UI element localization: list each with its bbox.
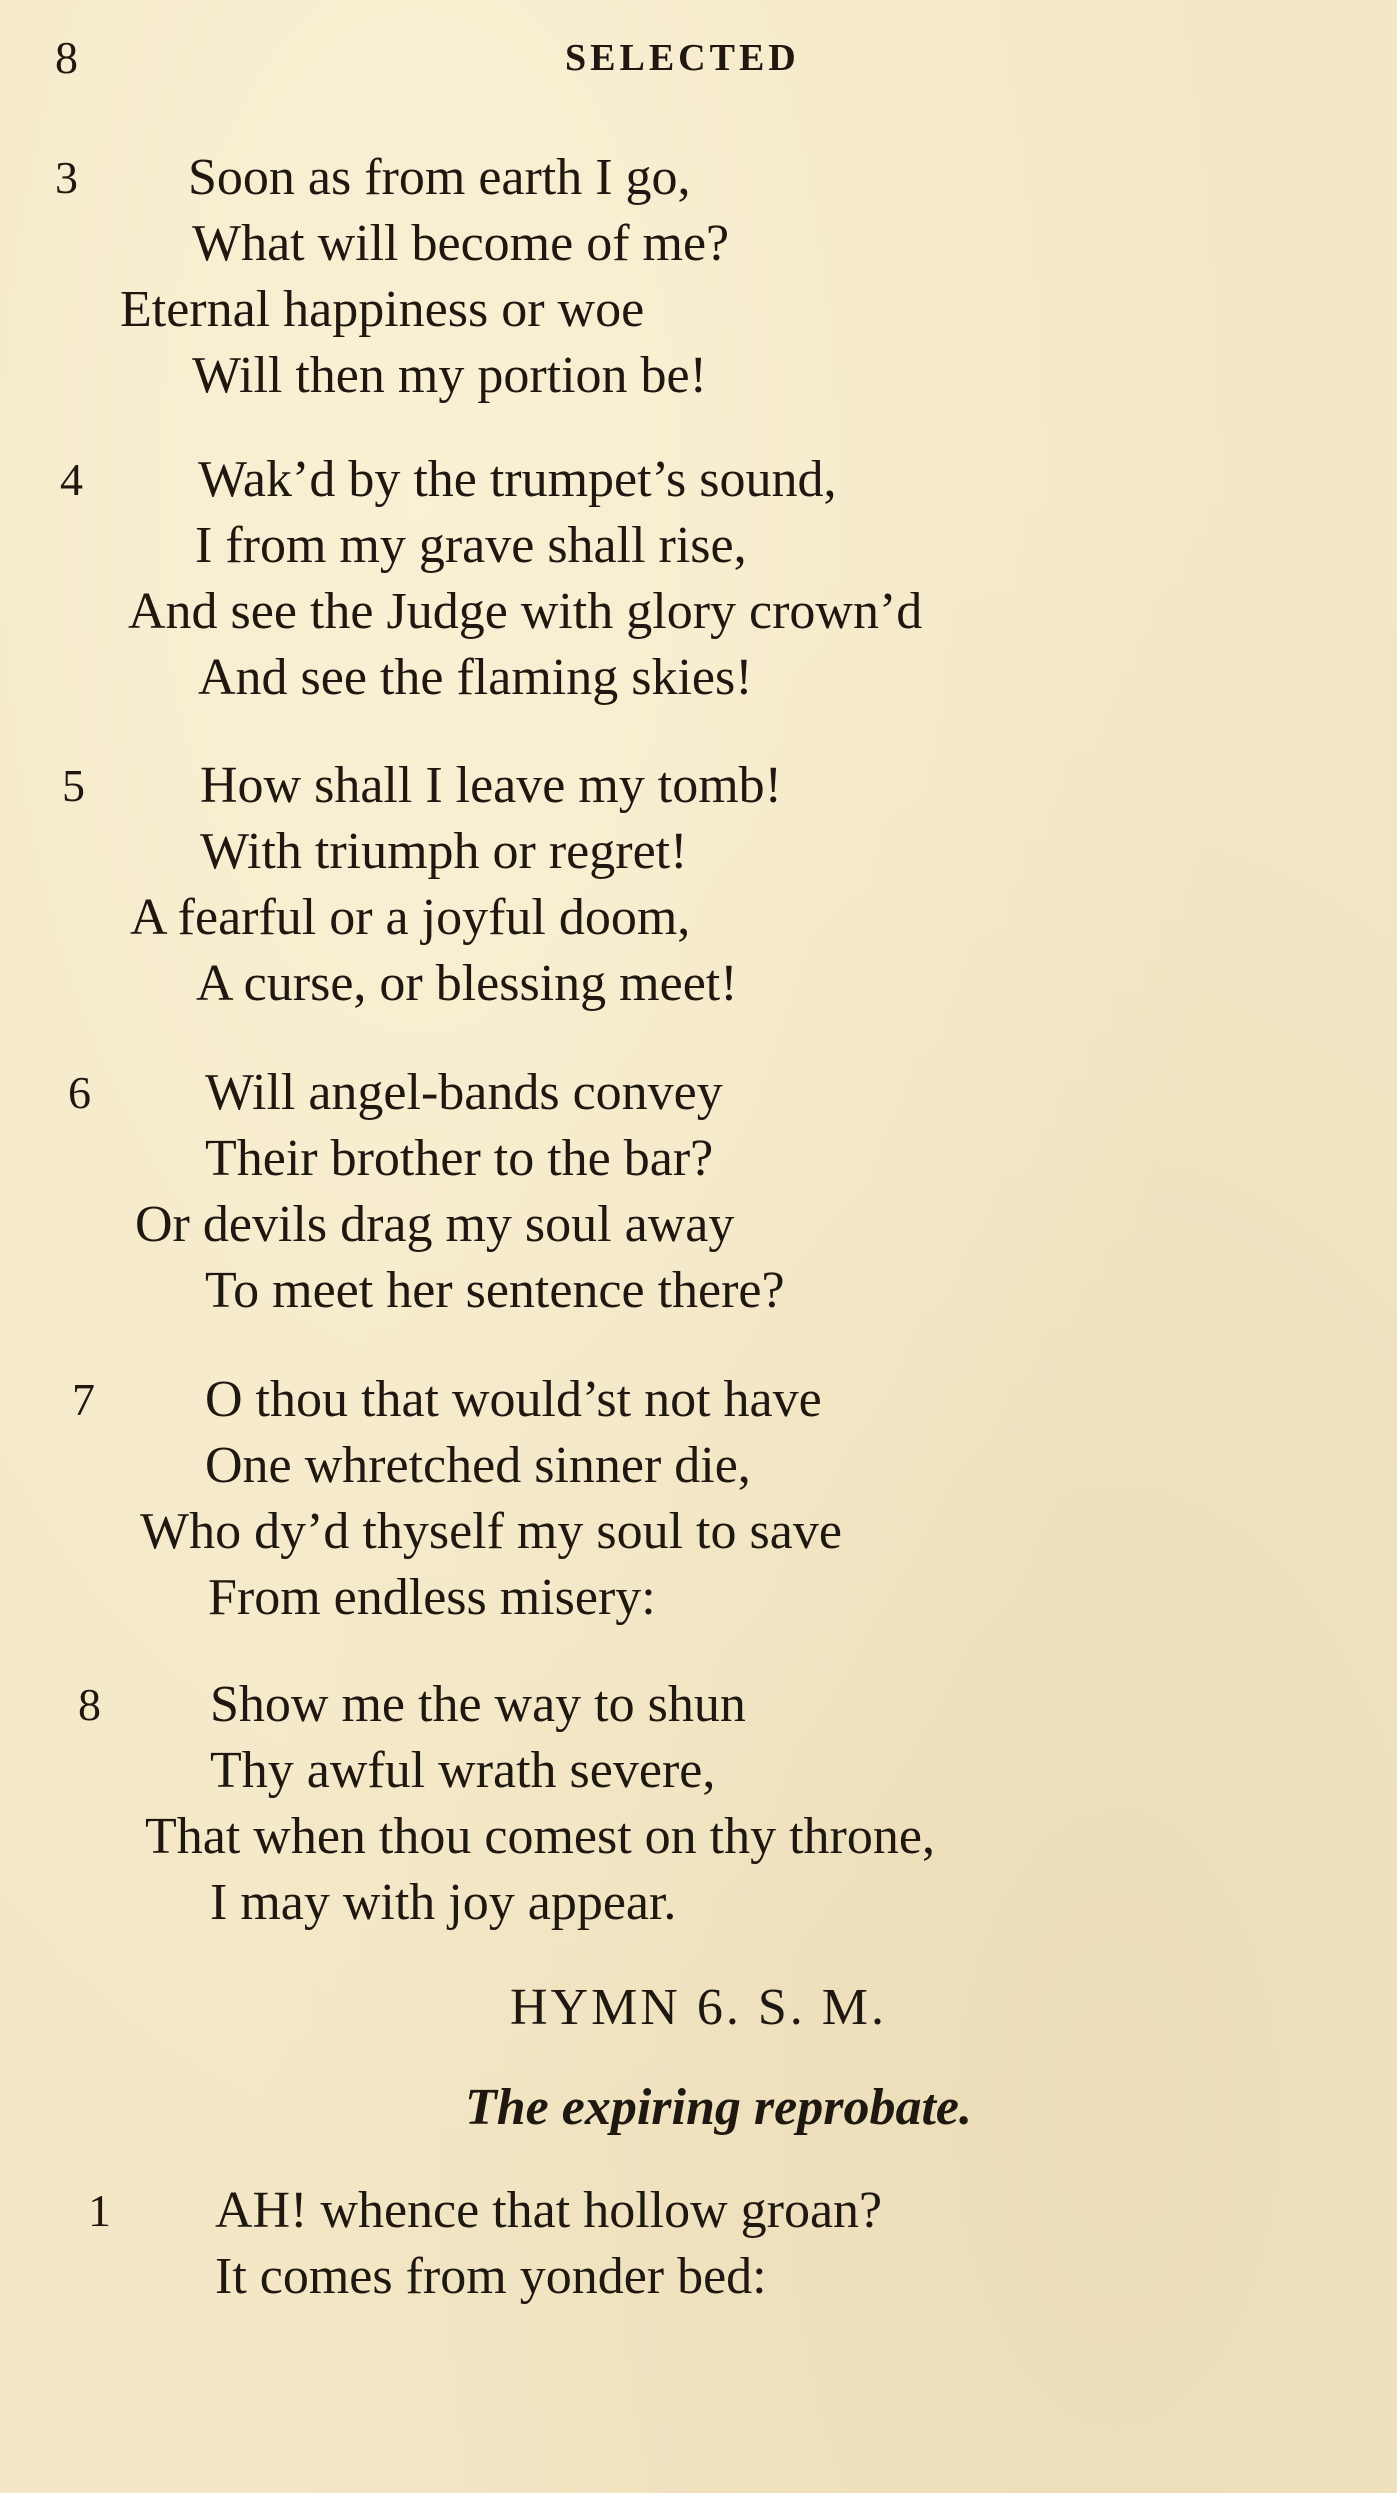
verse-line: Show me the way to shun xyxy=(210,1676,746,1733)
verse-line: Who dy’d thyself my soul to save xyxy=(140,1503,842,1560)
stanza-number: 5 xyxy=(62,760,85,811)
stanza-number: 1 xyxy=(88,2185,111,2236)
running-head xyxy=(0,28,1397,88)
hymn-subtitle: The expiring reprobate. xyxy=(465,2079,972,2136)
verse-line: Or devils drag my soul away xyxy=(135,1196,735,1253)
verse-line: And see the flaming skies! xyxy=(198,649,753,706)
verse-line: One whretched sinner die, xyxy=(205,1437,751,1494)
verse-line: A curse, or blessing meet! xyxy=(196,955,738,1012)
verse-line: It comes from yonder bed: xyxy=(215,2248,767,2305)
stanza-number: 6 xyxy=(68,1067,91,1118)
stanza-number: 8 xyxy=(78,1679,101,1730)
verse-line: Wak’d by the trumpet’s sound, xyxy=(198,451,837,508)
verse-line: From endless misery: xyxy=(208,1569,656,1626)
running-title: SELECTED xyxy=(565,37,800,79)
verse-line: How shall I leave my tomb! xyxy=(200,757,782,814)
verse-line: I may with joy appear. xyxy=(210,1874,677,1931)
verse-line: A fearful or a joyful doom, xyxy=(130,889,691,946)
verse-line: Soon as from earth I go, xyxy=(188,149,691,206)
verse-line: What will become of me? xyxy=(192,215,730,272)
verse-line: To meet her sentence there? xyxy=(205,1262,785,1319)
verse-line: And see the Judge with glory crown’d xyxy=(128,583,923,640)
verse-line: That when thou comest on thy throne, xyxy=(145,1808,935,1865)
verse-line: AH! whence that hollow groan? xyxy=(215,2182,883,2239)
verse-line: Their brother to the bar? xyxy=(205,1130,714,1187)
hymn-heading: HYMN 6. S. M. xyxy=(509,1979,888,2036)
verse-line: Eternal happiness or woe xyxy=(120,281,645,338)
verse-line: Will angel-bands convey xyxy=(205,1064,723,1121)
verse-line: Thy awful wrath severe, xyxy=(210,1742,716,1799)
stanza-number: 4 xyxy=(60,454,83,505)
verse-line: O thou that would’st not have xyxy=(205,1371,822,1428)
verse-line: Will then my portion be! xyxy=(192,347,707,404)
stanza-number: 7 xyxy=(72,1374,95,1425)
verse-line: I from my grave shall rise, xyxy=(195,517,747,574)
stanza-number: 3 xyxy=(55,152,78,203)
verse-line: With triumph or regret! xyxy=(200,823,688,880)
page-number: 8 xyxy=(55,32,78,83)
